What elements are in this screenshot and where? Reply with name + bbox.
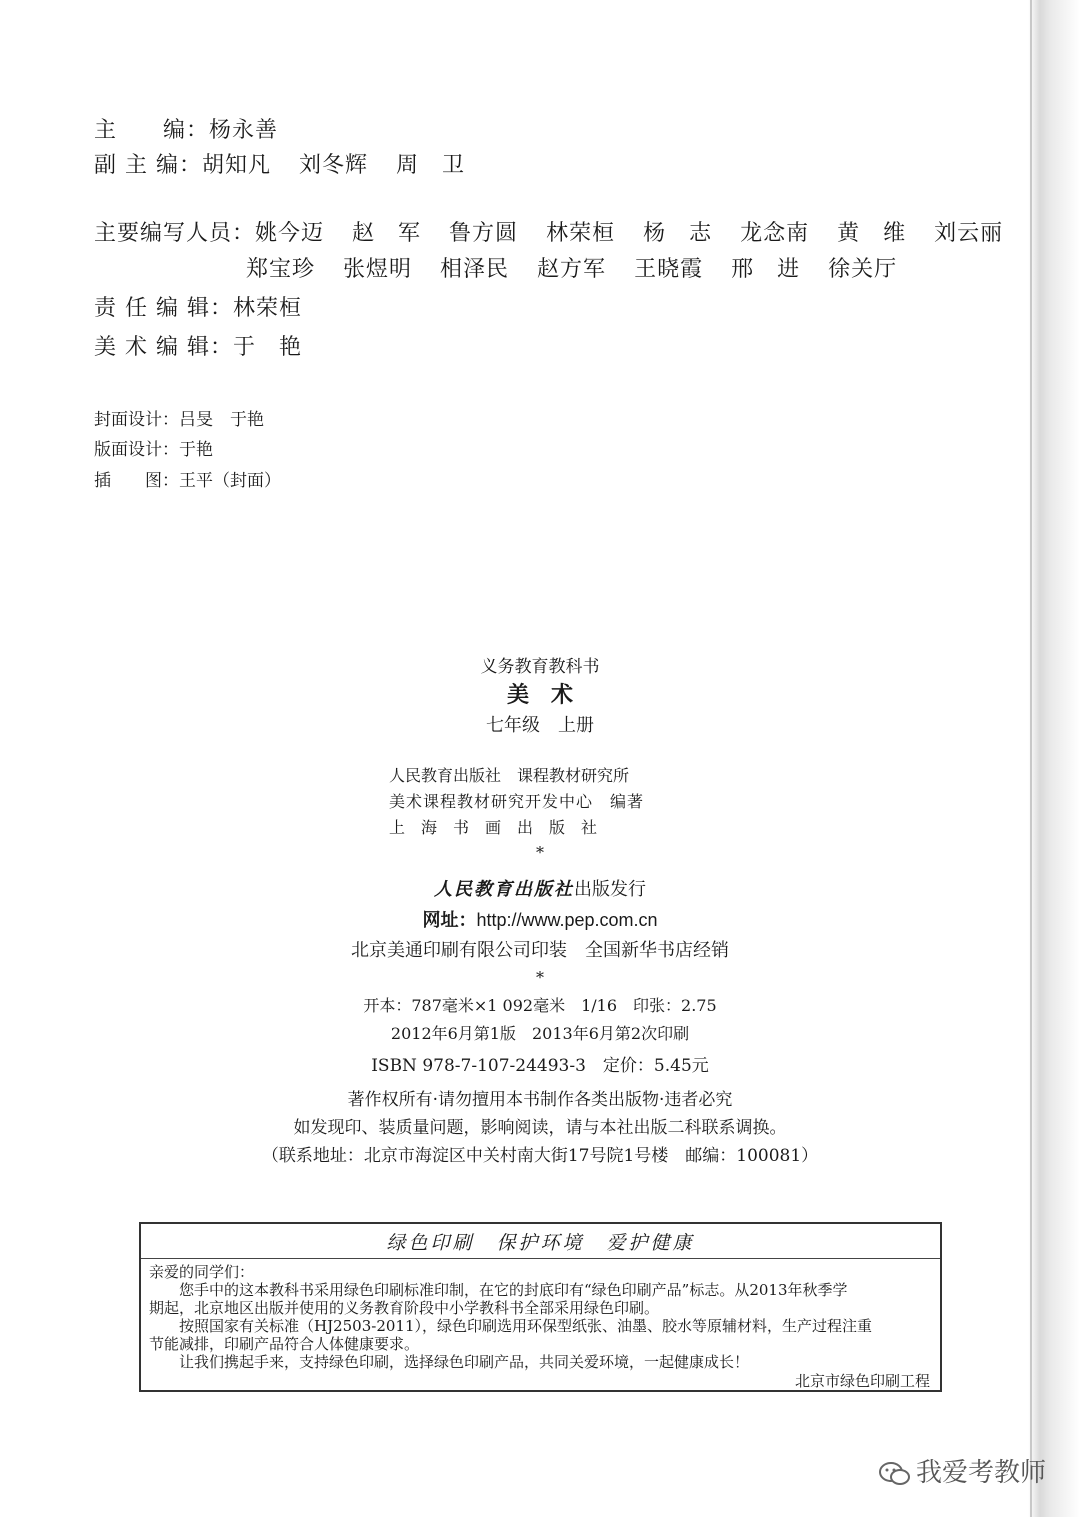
publisher-line-3: 上 海 书 画 出 版 社: [389, 818, 598, 837]
credit-name: 杨永善: [209, 118, 279, 143]
credit-name: 黄 维: [837, 221, 907, 246]
responsible-editor-line: [94, 291, 302, 322]
quality-line: 如发现印、装质量问题，影响阅读，请与本社出版二科联系调换。: [293, 1118, 787, 1138]
credit-name: 邢 进: [731, 257, 801, 282]
address-line: （联系地址：北京市海淀区中关村南大街17号院1号楼 邮编：100081）: [261, 1146, 819, 1166]
deputy-editor-line: [94, 148, 465, 179]
notice-title: 绿色印刷 保护环境 爱护健康: [386, 1232, 695, 1254]
credit-name: 鲁方圆: [449, 221, 519, 246]
credit-name: 于 艳: [232, 335, 302, 360]
illustration-line: 插 图：王平（封面）: [94, 471, 281, 491]
credit-label: 责 任 编 辑：: [94, 296, 233, 321]
chief-editor-line: [94, 113, 278, 144]
book-spine-shadow: [1028, 0, 1080, 1517]
spine-edge-line: [1030, 0, 1032, 1517]
publisher-line-1: 人民教育出版社 课程教材研究所: [389, 766, 630, 785]
series-title: 义务教育教科书: [480, 657, 600, 677]
notice-text-line: 期起，北京地区出版并使用的义务教育阶段中小学教科书全部采用绿色印刷。: [149, 1299, 660, 1317]
notice-divider: [141, 1258, 940, 1259]
printing-line: 北京美通印刷有限公司印装 全国新华书店经销: [351, 940, 729, 961]
issuer-suffix: 出版发行: [574, 879, 646, 900]
credit-name: 刘冬辉: [299, 153, 369, 178]
notice-text-line: 按照国家有关标准（HJ2503-2011），绿色印刷选用环保型纸张、油墨、胶水等原辅材料，生产过程注重: [149, 1317, 873, 1335]
art-editor-line: [94, 330, 302, 361]
credit-label: 副 主 编：: [94, 153, 202, 178]
notice-text-line: 节能减排，印刷产品符合人体健康要求。: [149, 1335, 420, 1353]
credit-name: 徐关厅: [828, 257, 898, 282]
credit-name: 相泽民: [440, 257, 510, 282]
credit-name: 龙念南: [740, 221, 810, 246]
green-printing-notice: [139, 1222, 942, 1392]
credit-name: 林荣桓: [232, 296, 302, 321]
notice-text-line: 让我们携起手来，支持绿色印刷，选择绿色印刷产品，共同关爱环境，一起健康成长！: [149, 1353, 750, 1371]
issuer-line: [0, 875, 1080, 901]
credit-name: 姚今迈: [255, 221, 325, 246]
credit-name: 王晓霞: [634, 257, 704, 282]
credit-name: 赵方军: [537, 257, 607, 282]
credit-label: 美 术 编 辑：: [94, 335, 233, 360]
watermark: [878, 1452, 1046, 1489]
format-line: 开本：787毫米×1 092毫米 1/16 印张：2.75: [363, 996, 717, 1015]
notice-signature: 北京市绿色印刷工程: [794, 1372, 930, 1390]
publisher-logo-text: 人民教育出版社: [434, 879, 574, 900]
isbn-line: ISBN 978-7-107-24493-3 定价：5.45元: [371, 1056, 709, 1076]
website-url: http://www.pep.com.cn: [476, 910, 658, 930]
credit-name: 杨 志: [643, 221, 713, 246]
website-line: [0, 906, 1080, 932]
wechat-icon: [878, 1461, 912, 1487]
credit-name: 胡知凡: [202, 153, 272, 178]
notice-text-line: 您手中的这本教科书采用绿色印刷标准印制，在它的封底印有“绿色印刷产品”标志。从2013年秋季学: [149, 1281, 848, 1299]
separator-star: *: [536, 843, 544, 862]
credit-label: 主 编：: [94, 118, 210, 143]
separator-star: *: [536, 968, 544, 987]
cover-design-line: 封面设计：吕旻 于艳: [94, 410, 264, 430]
credit-name: 赵 军: [352, 221, 422, 246]
credit-name: 林荣桓: [546, 221, 616, 246]
writers-line-1: [94, 216, 1003, 247]
writers-line-2: [246, 252, 897, 283]
website-label: 网址：: [422, 910, 477, 931]
book-grade: 七年级 上册: [486, 715, 594, 736]
edition-line: 2012年6月第1版 2013年6月第2次印刷: [390, 1024, 690, 1043]
credit-name: 周 卫: [396, 153, 466, 178]
credit-name: 郑宝珍: [246, 257, 316, 282]
book-title: 美 术: [506, 682, 573, 708]
credit-name: 张煜明: [343, 257, 413, 282]
credit-name: 刘云丽: [934, 221, 1004, 246]
notice-greeting: 亲爱的同学们：: [149, 1263, 255, 1281]
credit-label: 主要编写人员：: [94, 221, 256, 246]
copyright-line: 著作权所有·请勿擅用本书制作各类出版物·违者必究: [347, 1090, 733, 1110]
watermark-text: 我爱考教师: [915, 1458, 1046, 1488]
publisher-line-2: 美术课程教材研究开发中心 编著: [389, 792, 645, 811]
layout-design-line: 版面设计：于艳: [94, 440, 213, 460]
